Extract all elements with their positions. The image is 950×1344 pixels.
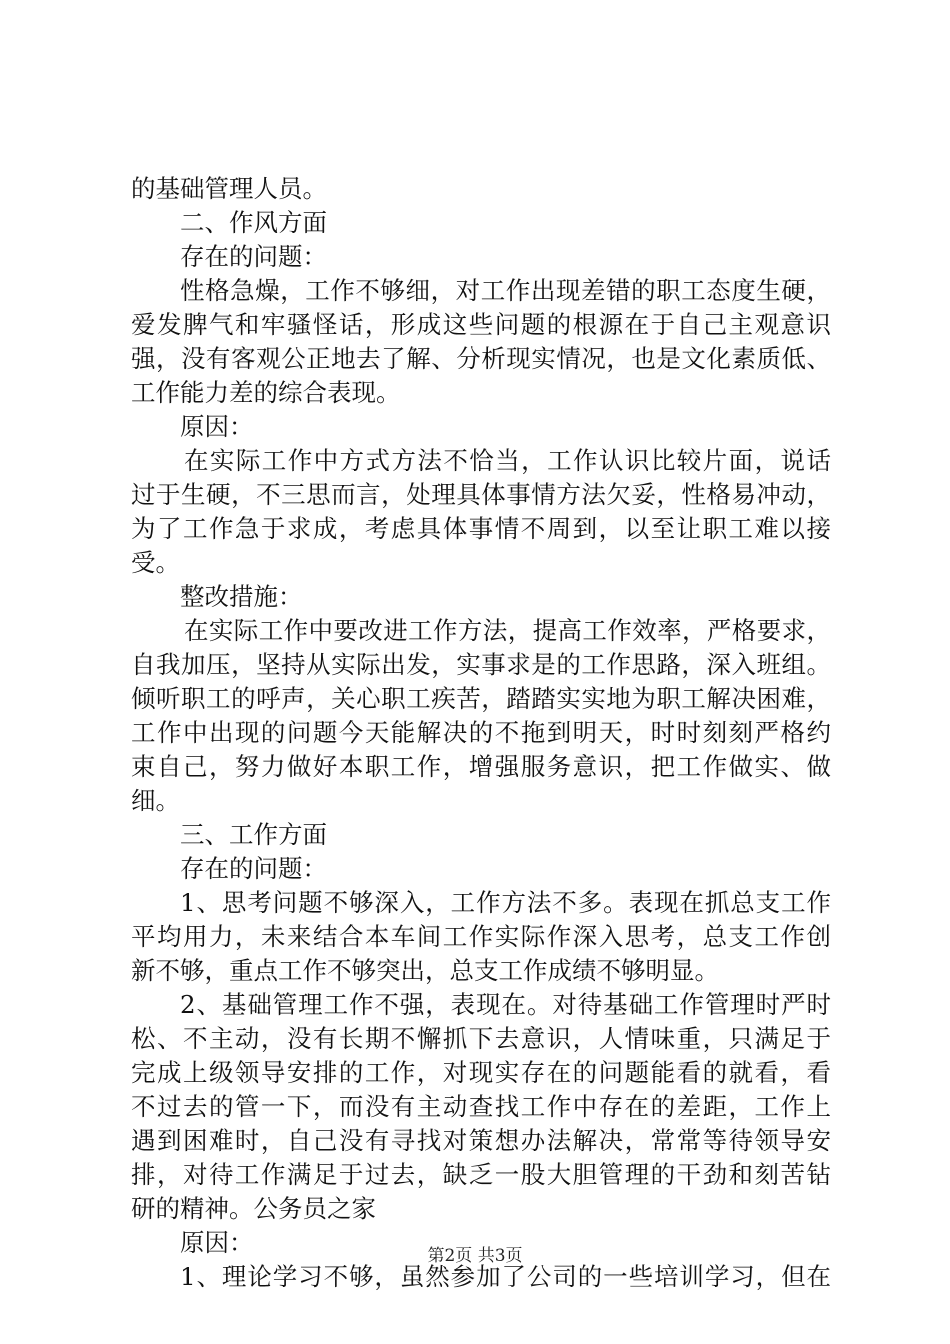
text-line: 2、基础管理工作不强，表现在。对待基础工作管理时严时	[180, 990, 831, 1019]
page-footer: 第2页 共3页	[427, 1246, 523, 1266]
text-line: 自我加压，坚持从实际出发，实事求是的工作思路，深入班组。	[131, 650, 831, 679]
text-line: 为了工作急于求成，考虑具体事情不周到，以至让职工难以接	[131, 514, 831, 543]
text-line: 细。	[131, 786, 180, 815]
text-line: 排，对待工作满足于过去，缺乏一股大胆管理的干劲和刻苦钻	[131, 1160, 831, 1189]
text-line: 工作中出现的问题今天能解决的不拖到明天，时时刻刻严格约	[131, 718, 831, 747]
text-line: 遇到困难时，自己没有寻找对策想办法解决，常常等待领导安	[131, 1126, 831, 1155]
text-line: 性格急燥，工作不够细，对工作出现差错的职工态度生硬，	[180, 276, 831, 305]
text-line: 原因：	[180, 412, 254, 441]
text-line: 1、理论学习不够，虽然参加了公司的一些培训学习，但在	[180, 1262, 831, 1291]
text-line: 整改措施：	[180, 582, 303, 611]
text-line: 原因：	[180, 1228, 254, 1257]
text-line: 工作能力差的综合表现。	[131, 378, 401, 407]
text-line: 三、工作方面	[180, 820, 327, 849]
text-line: 新不够，重点工作不够突出，总支工作成绩不够明显。	[131, 956, 719, 985]
text-line: 存在的问题：	[180, 854, 327, 883]
text-line: 1、思考问题不够深入，工作方法不多。表现在抓总支工作	[180, 888, 831, 917]
text-line: 束自己，努力做好本职工作，增强服务意识，把工作做实、做	[131, 752, 831, 781]
text-line: 二、作风方面	[180, 208, 327, 237]
text-line: 过于生硬，不三思而言，处理具体事情方法欠妥，性格易冲动，	[131, 480, 831, 509]
text-line: 倾听职工的呼声，关心职工疾苦，踏踏实实地为职工解决困难，	[131, 684, 831, 713]
text-line: 受。	[131, 548, 180, 577]
text-line: 爱发脾气和牢骚怪话，形成这些问题的根源在于自己主观意识	[131, 310, 831, 339]
text-line: 存在的问题：	[180, 242, 327, 271]
text-line: 研的精神。公务员之家	[131, 1194, 376, 1223]
text-line: 的基础管理人员。	[131, 174, 327, 203]
text-line: 强，没有客观公正地去了解、分析现实情况，也是文化素质低、	[131, 344, 831, 373]
text-line: 不过去的管一下，而没有主动查找工作中存在的差距，工作上	[131, 1092, 831, 1121]
text-line: 平均用力，未来结合本车间工作实际作深入思考，总支工作创	[131, 922, 831, 951]
text-line: 松、不主动，没有长期不懈抓下去意识，人情味重，只满足于	[131, 1024, 831, 1053]
document-body	[131, 172, 831, 1294]
text-line: 完成上级领导安排的工作，对现实存在的问题能看的就看，看	[131, 1058, 831, 1087]
text-line: 在实际工作中方式方法不恰当，工作认识比较片面，说话	[184, 446, 831, 475]
text-line: 在实际工作中要改进工作方法，提高工作效率，严格要求，	[184, 616, 831, 645]
